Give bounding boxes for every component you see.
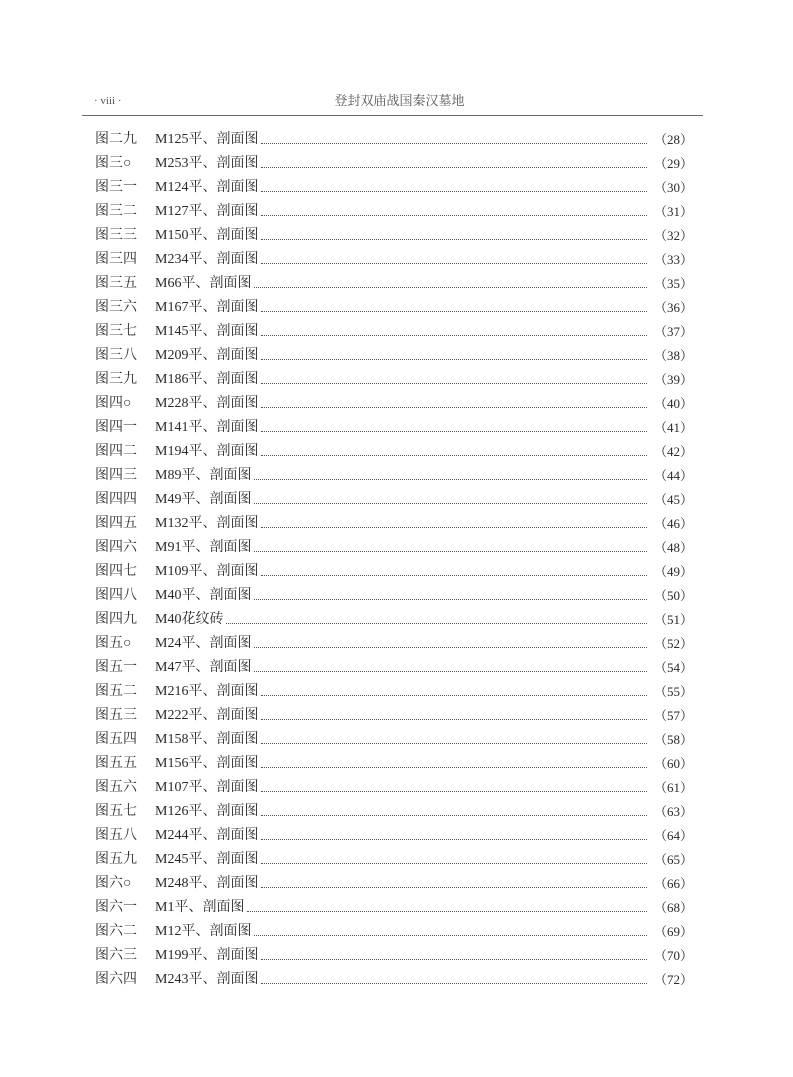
- figure-number: 图六○: [95, 876, 132, 891]
- list-item: [95, 344, 693, 368]
- page-reference: （52）: [653, 636, 693, 651]
- list-item: [95, 368, 693, 392]
- dot-leader: [261, 527, 647, 528]
- list-item: [95, 464, 693, 488]
- dot-leader: [261, 767, 647, 768]
- figure-title: M253平、剖面图: [155, 156, 259, 171]
- figure-number: 图三五: [95, 276, 137, 291]
- figure-title: M199平、剖面图: [155, 948, 259, 963]
- list-item: [95, 512, 693, 536]
- list-item: [95, 536, 693, 560]
- dot-leader: [247, 911, 647, 912]
- list-item: [95, 680, 693, 704]
- list-item: [95, 176, 693, 200]
- list-item: [95, 128, 693, 152]
- page-reference: （42）: [653, 444, 693, 459]
- dot-leader: [261, 191, 647, 192]
- list-item: [95, 272, 693, 296]
- figure-title: M1平、剖面图: [155, 900, 245, 915]
- list-item: [95, 320, 693, 344]
- figure-number: 图三二: [95, 204, 137, 219]
- figure-number: 图五三: [95, 708, 137, 723]
- figure-title: M186平、剖面图: [155, 372, 259, 387]
- figure-title: M127平、剖面图: [155, 204, 259, 219]
- dot-leader: [254, 287, 647, 288]
- dot-leader: [261, 695, 647, 696]
- dot-leader: [261, 431, 647, 432]
- figure-title: M156平、剖面图: [155, 756, 259, 771]
- dot-leader: [261, 983, 647, 984]
- list-item: [95, 800, 693, 824]
- figure-number: 图四九: [95, 612, 137, 627]
- dot-leader: [261, 791, 647, 792]
- list-item: [95, 848, 693, 872]
- dot-leader: [261, 143, 647, 144]
- figure-title: M216平、剖面图: [155, 684, 259, 699]
- figure-number: 图三三: [95, 228, 137, 243]
- figure-number: 图五二: [95, 684, 137, 699]
- list-item: [95, 416, 693, 440]
- page-reference: （40）: [653, 396, 693, 411]
- figure-number: 图五五: [95, 756, 137, 771]
- dot-leader: [261, 167, 647, 168]
- page-reference: （63）: [653, 804, 693, 819]
- list-item: [95, 752, 693, 776]
- dot-leader: [254, 599, 647, 600]
- dot-leader: [254, 503, 647, 504]
- figure-title: M244平、剖面图: [155, 828, 259, 843]
- figure-title: M150平、剖面图: [155, 228, 259, 243]
- figure-title: M145平、剖面图: [155, 324, 259, 339]
- figure-number: 图四○: [95, 396, 132, 411]
- page-reference: （69）: [653, 924, 693, 939]
- figure-title: M40花纹砖: [155, 612, 224, 627]
- figure-number: 图二九: [95, 132, 137, 147]
- page-reference: （38）: [653, 348, 693, 363]
- list-item: [95, 152, 693, 176]
- dot-leader: [261, 239, 647, 240]
- dot-leader: [226, 623, 647, 624]
- page-reference: （57）: [653, 708, 693, 723]
- dot-leader: [254, 671, 647, 672]
- page-reference: （31）: [653, 204, 693, 219]
- list-item: [95, 824, 693, 848]
- page-reference: （65）: [653, 852, 693, 867]
- list-item: [95, 440, 693, 464]
- figure-number: 图五六: [95, 780, 137, 795]
- page-reference: （55）: [653, 684, 693, 699]
- figure-number: 图四四: [95, 492, 137, 507]
- figure-title: M167平、剖面图: [155, 300, 259, 315]
- figure-title: M209平、剖面图: [155, 348, 259, 363]
- figure-title: M234平、剖面图: [155, 252, 259, 267]
- page-reference: （49）: [653, 564, 693, 579]
- figure-list: [95, 128, 693, 992]
- figure-number: 图四三: [95, 468, 137, 483]
- list-item: [95, 392, 693, 416]
- list-item: [95, 896, 693, 920]
- figure-title: M132平、剖面图: [155, 516, 259, 531]
- page-number-marker: · viii ·: [94, 95, 122, 107]
- page-reference: （36）: [653, 300, 693, 315]
- figure-number: 图三九: [95, 372, 137, 387]
- figure-title: M49平、剖面图: [155, 492, 252, 507]
- list-item: [95, 728, 693, 752]
- figure-title: M158平、剖面图: [155, 732, 259, 747]
- figure-title: M47平、剖面图: [155, 660, 252, 675]
- list-item: [95, 968, 693, 992]
- figure-number: 图四二: [95, 444, 137, 459]
- figure-title: M243平、剖面图: [155, 972, 259, 987]
- figure-number: 图四七: [95, 564, 137, 579]
- dot-leader: [261, 311, 647, 312]
- page-reference: （64）: [653, 828, 693, 843]
- figure-title: M12平、剖面图: [155, 924, 252, 939]
- figure-number: 图四六: [95, 540, 137, 555]
- dot-leader: [261, 959, 647, 960]
- page-reference: （33）: [653, 252, 693, 267]
- figure-number: 图五八: [95, 828, 137, 843]
- dot-leader: [261, 863, 647, 864]
- page-reference: （60）: [653, 756, 693, 771]
- list-item: [95, 488, 693, 512]
- figure-number: 图五一: [95, 660, 137, 675]
- figure-title: M40平、剖面图: [155, 588, 252, 603]
- dot-leader: [254, 479, 647, 480]
- figure-title: M126平、剖面图: [155, 804, 259, 819]
- figure-number: 图六三: [95, 948, 137, 963]
- page-reference: （61）: [653, 780, 693, 795]
- figure-title: M91平、剖面图: [155, 540, 252, 555]
- page-reference: （72）: [653, 972, 693, 987]
- page-reference: （37）: [653, 324, 693, 339]
- figure-title: M194平、剖面图: [155, 444, 259, 459]
- page-reference: （46）: [653, 516, 693, 531]
- figure-title: M107平、剖面图: [155, 780, 259, 795]
- dot-leader: [261, 887, 647, 888]
- page-reference: （39）: [653, 372, 693, 387]
- page-reference: （29）: [653, 156, 693, 171]
- page-reference: （68）: [653, 900, 693, 915]
- list-item: [95, 632, 693, 656]
- list-item: [95, 656, 693, 680]
- running-header: [82, 92, 703, 110]
- dot-leader: [261, 815, 647, 816]
- dot-leader: [261, 743, 647, 744]
- dot-leader: [261, 263, 647, 264]
- dot-leader: [254, 551, 647, 552]
- figure-number: 图三六: [95, 300, 137, 315]
- page-reference: （48）: [653, 540, 693, 555]
- figure-number: 图四八: [95, 588, 137, 603]
- list-item: [95, 704, 693, 728]
- dot-leader: [261, 215, 647, 216]
- figure-number: 图三七: [95, 324, 137, 339]
- page-reference: （45）: [653, 492, 693, 507]
- figure-number: 图六四: [95, 972, 137, 987]
- figure-number: 图六一: [95, 900, 137, 915]
- list-item: [95, 920, 693, 944]
- dot-leader: [261, 383, 647, 384]
- figure-number: 图三一: [95, 180, 137, 195]
- list-item: [95, 560, 693, 584]
- page-reference: （58）: [653, 732, 693, 747]
- figure-title: M141平、剖面图: [155, 420, 259, 435]
- page-reference: （32）: [653, 228, 693, 243]
- page-reference: （50）: [653, 588, 693, 603]
- dot-leader: [261, 839, 647, 840]
- figure-title: M66平、剖面图: [155, 276, 252, 291]
- figure-title: M245平、剖面图: [155, 852, 259, 867]
- figure-title: M248平、剖面图: [155, 876, 259, 891]
- figure-number: 图三四: [95, 252, 137, 267]
- list-item: [95, 296, 693, 320]
- dot-leader: [261, 407, 647, 408]
- page-reference: （41）: [653, 420, 693, 435]
- list-item: [95, 224, 693, 248]
- list-item: [95, 872, 693, 896]
- figure-number: 图五○: [95, 636, 132, 651]
- figure-title: M125平、剖面图: [155, 132, 259, 147]
- figure-number: 图五四: [95, 732, 137, 747]
- page-reference: （44）: [653, 468, 693, 483]
- dot-leader: [261, 359, 647, 360]
- figure-number: 图四五: [95, 516, 137, 531]
- page-reference: （70）: [653, 948, 693, 963]
- dot-leader: [261, 719, 647, 720]
- header-divider: [82, 115, 703, 116]
- dot-leader: [261, 455, 647, 456]
- figure-number: 图三八: [95, 348, 137, 363]
- page-reference: （30）: [653, 180, 693, 195]
- page-reference: （28）: [653, 132, 693, 147]
- page-reference: （51）: [653, 612, 693, 627]
- figure-title: M89平、剖面图: [155, 468, 252, 483]
- figure-title: M228平、剖面图: [155, 396, 259, 411]
- page-reference: （54）: [653, 660, 693, 675]
- figure-number: 图五九: [95, 852, 137, 867]
- list-item: [95, 584, 693, 608]
- list-item: [95, 248, 693, 272]
- figure-number: 图五七: [95, 804, 137, 819]
- figure-number: 图三○: [95, 156, 132, 171]
- dot-leader: [254, 935, 647, 936]
- list-item: [95, 200, 693, 224]
- dot-leader: [261, 575, 647, 576]
- dot-leader: [261, 335, 647, 336]
- figure-title: M222平、剖面图: [155, 708, 259, 723]
- figure-title: M109平、剖面图: [155, 564, 259, 579]
- figure-number: 图四一: [95, 420, 137, 435]
- list-item: [95, 776, 693, 800]
- figure-title: M24平、剖面图: [155, 636, 252, 651]
- figure-title: M124平、剖面图: [155, 180, 259, 195]
- list-item: [95, 944, 693, 968]
- book-title: 登封双庙战国秦汉墓地: [334, 93, 465, 108]
- figure-number: 图六二: [95, 924, 137, 939]
- page-reference: （66）: [653, 876, 693, 891]
- list-item: [95, 608, 693, 632]
- page-reference: （35）: [653, 276, 693, 291]
- dot-leader: [254, 647, 647, 648]
